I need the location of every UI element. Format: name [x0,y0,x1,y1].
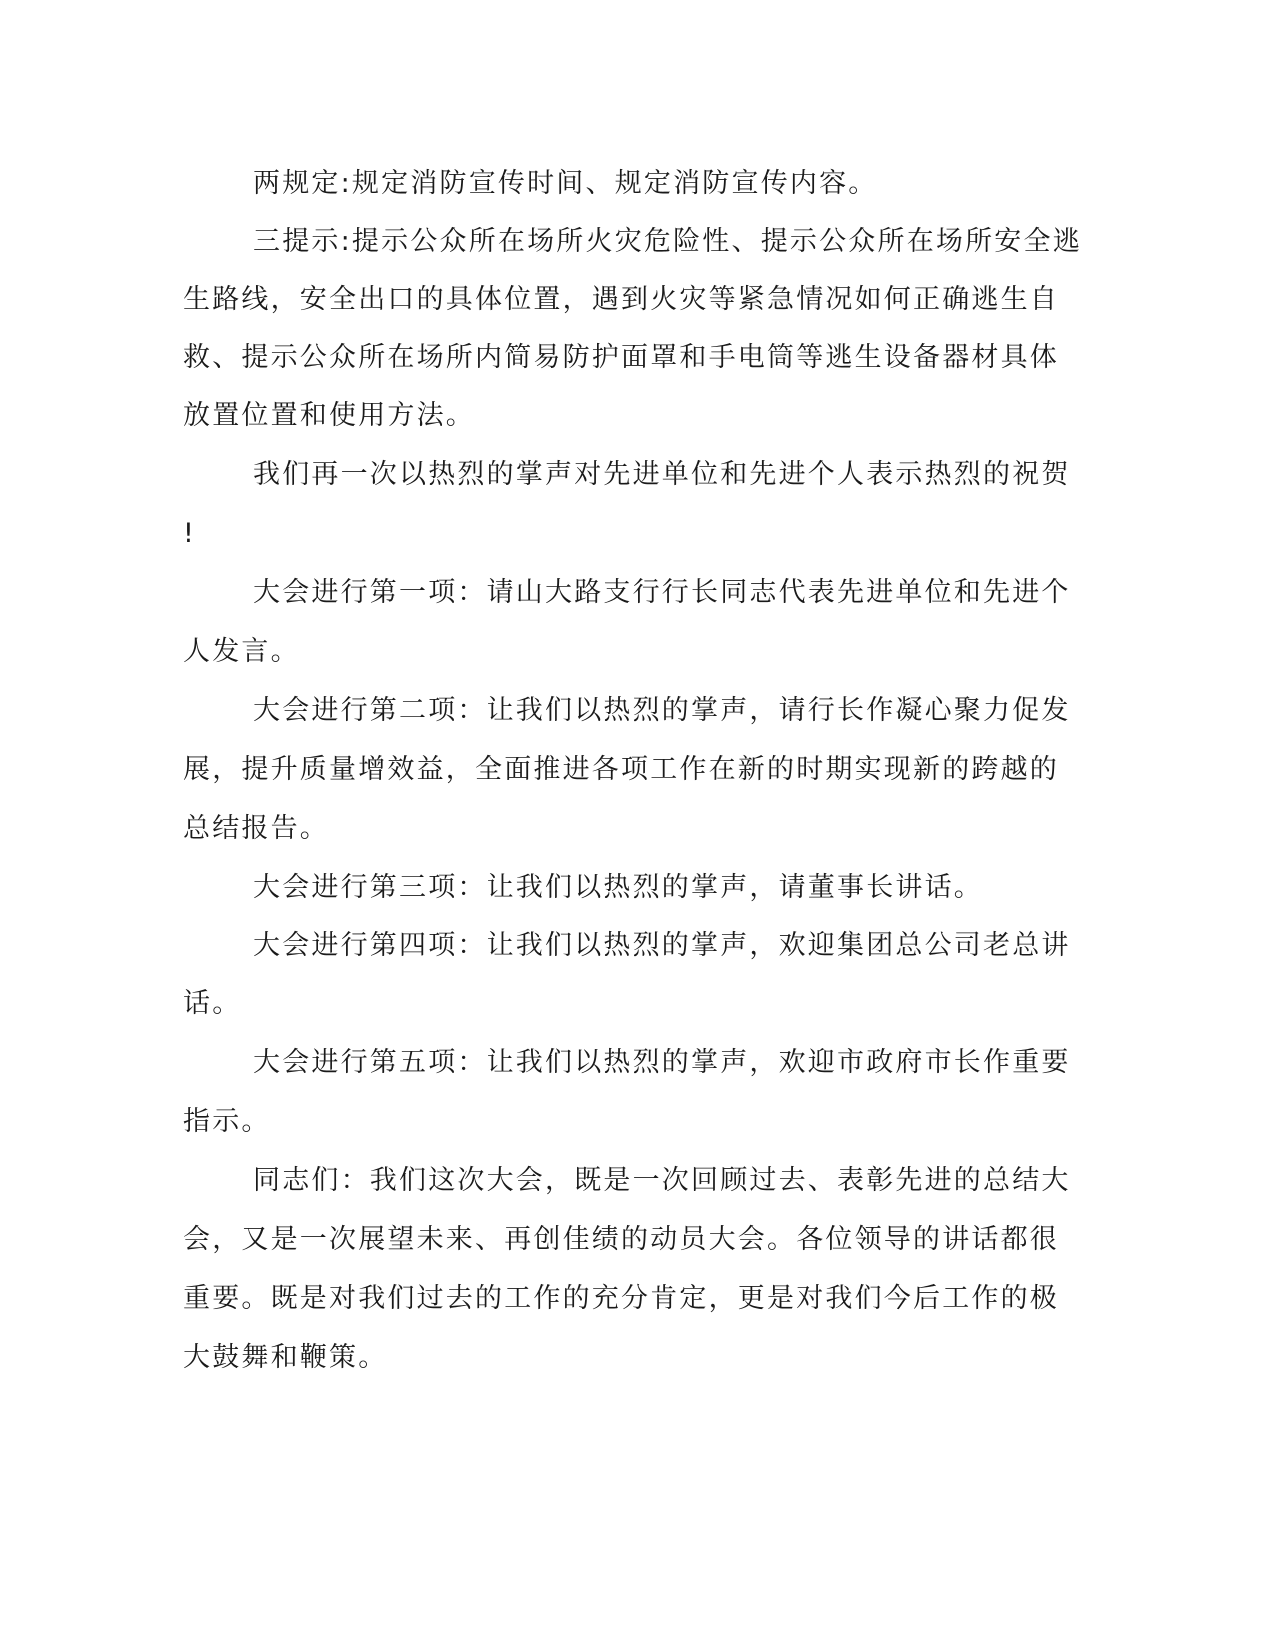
paragraph-line: 生路线，安全出口的具体位置，遇到火灾等紧急情况如何正确逃生自 [183,284,1059,315]
paragraph-line: 会，又是一次展望未来、再创佳绩的动员大会。各位领导的讲话都很 [183,1224,1059,1255]
paragraph-line: 放置位置和使用方法。 [183,400,475,431]
paragraph-line: 大会进行第二项：让我们以热烈的掌声，请行长作凝心聚力促发 [253,695,1071,726]
paragraph-line: 三提示:提示公众所在场所火灾危险性、提示公众所在场所安全逃 [253,226,1082,257]
paragraph-line: 两规定:规定消防宣传时间、规定消防宣传内容。 [253,168,878,199]
paragraph-line: 大会进行第三项：让我们以热烈的掌声，请董事长讲话。 [253,872,983,903]
paragraph-line: 大会进行第四项：让我们以热烈的掌声，欢迎集团总公司老总讲 [253,930,1071,961]
paragraph-line: 指示。 [183,1106,271,1137]
paragraph-line: 我们再一次以热烈的掌声对先进单位和先进个人表示热烈的祝贺 [253,459,1071,490]
paragraph-line: 重要。既是对我们过去的工作的充分肯定，更是对我们今后工作的极 [183,1283,1059,1314]
paragraph-line: 大会进行第五项：让我们以热烈的掌声，欢迎市政府市长作重要 [253,1047,1071,1078]
paragraph-line: 大鼓舞和鞭策。 [183,1342,388,1373]
paragraph-line: 话。 [183,988,242,1019]
paragraph-line: 人发言。 [183,636,300,667]
paragraph-line: 总结报告。 [183,813,329,844]
paragraph-line: 大会进行第一项：请山大路支行行长同志代表先进单位和先进个 [253,577,1071,608]
paragraph-line: 同志们：我们这次大会，既是一次回顾过去、表彰先进的总结大 [253,1165,1071,1196]
paragraph-line: 救、提示公众所在场所内简易防护面罩和手电筒等逃生设备器材具体 [183,342,1059,373]
paragraph-line: ! [183,518,197,549]
paragraph-line: 展，提升质量增效益，全面推进各项工作在新的时期实现新的跨越的 [183,754,1059,785]
